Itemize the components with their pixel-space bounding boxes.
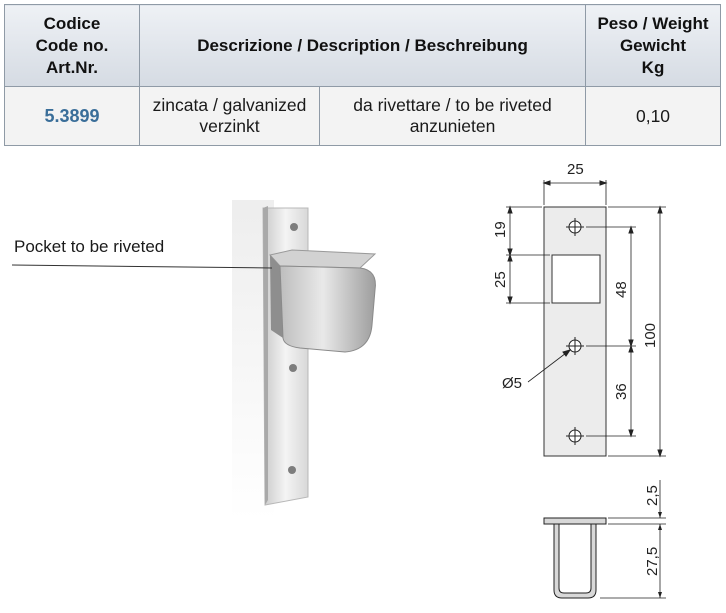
dim-width: 25 xyxy=(567,161,584,178)
header-weight xyxy=(586,5,721,87)
table-row xyxy=(5,87,721,146)
header-weight-line1: Peso / Weight xyxy=(597,13,709,33)
pocket-top xyxy=(270,250,375,268)
mounting-line1: da rivettare / to be riveted xyxy=(353,95,552,115)
finish-line2: verzinkt xyxy=(199,116,260,136)
header-description: Descrizione / Description / Beschreibung xyxy=(140,5,586,87)
technical-drawing xyxy=(470,150,726,613)
header-weight-line2: Gewicht xyxy=(619,35,687,55)
dim-pocket-height: 25 xyxy=(492,271,509,288)
finish-cell xyxy=(140,87,320,146)
section-pocket xyxy=(554,524,596,598)
product-code: 5.3899 xyxy=(5,87,140,146)
weight-value: 0,10 xyxy=(586,87,721,146)
product-photo xyxy=(0,150,500,610)
rivet-hole-top xyxy=(290,223,298,231)
header-code xyxy=(5,5,140,87)
mounting-line2: anzunieten xyxy=(409,116,496,136)
finish-line1: zincata / galvanized xyxy=(152,95,307,115)
plate-outline xyxy=(544,207,606,456)
header-weight-unit: Kg xyxy=(641,57,665,77)
dim-hole-diameter: Ø5 xyxy=(502,375,523,392)
front-view xyxy=(506,180,666,456)
header-code-it: Codice xyxy=(43,13,101,33)
section-flange xyxy=(544,518,606,524)
pocket-front xyxy=(280,266,375,352)
rivet-hole-bottom xyxy=(288,466,296,474)
dim-top-offset: 19 xyxy=(492,221,509,238)
dim-total-height: 100 xyxy=(642,322,659,348)
table-header-row xyxy=(5,5,721,87)
dim-hole-spacing-upper: 48 xyxy=(613,281,630,298)
mounting-cell xyxy=(320,87,586,146)
header-code-de: Art.Nr. xyxy=(46,57,98,77)
dim-flange-thickness: 2,5 xyxy=(644,485,661,506)
dim-pocket-depth: 27,5 xyxy=(644,546,661,576)
rivet-hole-mid xyxy=(289,364,297,372)
callout-label: Pocket to be riveted xyxy=(14,237,165,256)
spec-table xyxy=(4,4,721,146)
pocket-opening xyxy=(552,255,600,303)
dim-hole-spacing-lower: 36 xyxy=(613,383,630,400)
header-code-en: Code no. xyxy=(35,35,109,55)
